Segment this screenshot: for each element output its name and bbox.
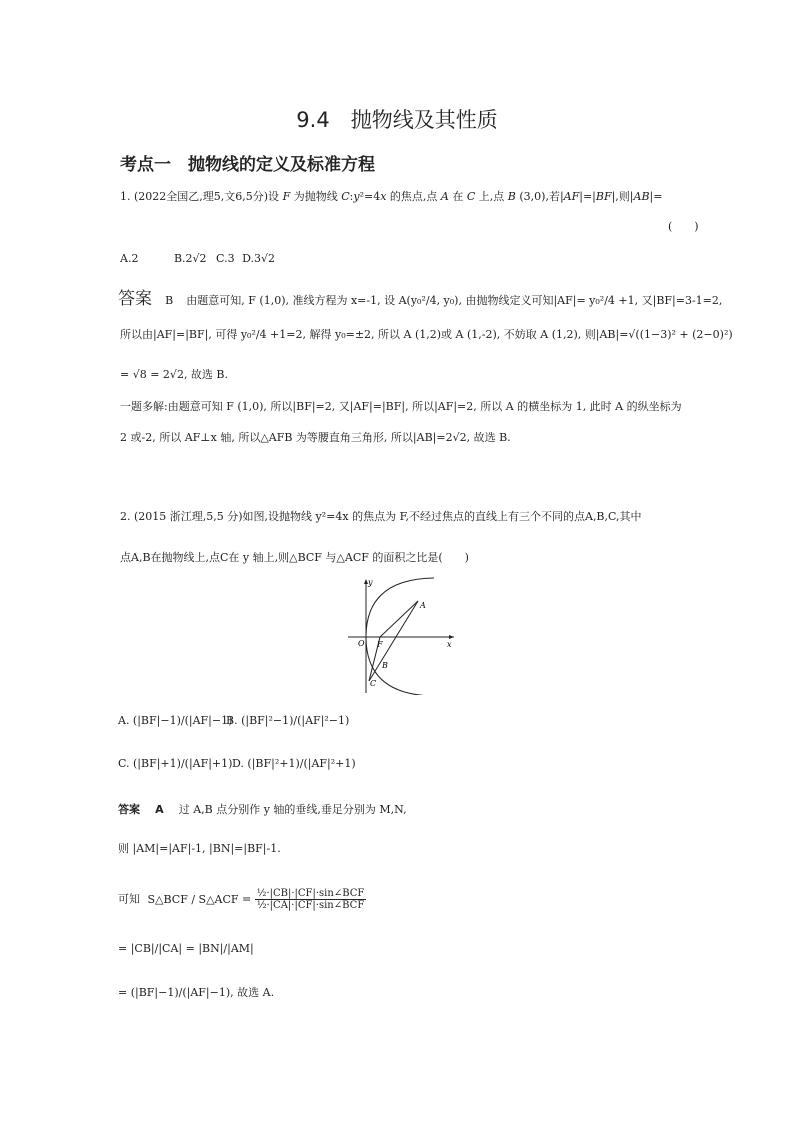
q1-option-c[interactable]: C.3 <box>216 252 235 265</box>
q1-answer-label: 答案 <box>118 289 152 309</box>
q1-answer-line <box>118 284 722 309</box>
q1-alt-solution-line2: 2 或-2, 所以 AF⊥x 轴, 所以△AFB 为等腰直角三角形, 所以|AB|=2√2, 故选 B. <box>120 431 511 444</box>
q1-alt-solution-line1: 一题多解:由题意可知 F (1,0), 所以|BF|=2, 又|AF|=|BF|, 所以|AF|=2, 所以 A 的横坐标为 1, 此时 A 的纵坐标为 <box>120 400 682 413</box>
q1-option-a[interactable]: A.2 <box>120 252 139 265</box>
label-F: F <box>377 640 383 649</box>
label-O: O <box>358 639 365 648</box>
q1-answer-letter: B <box>165 294 174 307</box>
q1-solution-line1: 由题意可知, F (1,0), 准线方程为 x=-1, 设 A(y₀²/4, y₀), 由抛物线定义可知|AF|= y₀²/4 +1, 又|BF|=3-1=2, <box>186 294 723 307</box>
q2-ratio-lhs: S△BCF / S△ACF <box>147 892 239 906</box>
q2-stem-line1: 2. (2015 浙江理,5,5 分)如图,设抛物线 y²=4x 的焦点为 F,不经过焦点的直线上有三个不同的点A,B,C,其中 <box>120 510 642 523</box>
q2-stem-line2: 点A,B在抛物线上,点C在 y 轴上,则△BCF 与△ACF 的面积之比是( ) <box>120 551 469 564</box>
parabola-figure <box>340 575 460 695</box>
q2-ratio-line: 可知 S△BCF / S△ACF = $\frac{\text{½·|CB|·|CF|·sin∠BCF}}{\text{½·|CA|·|CF|·sin∠BCF}}$ <box>118 888 365 911</box>
q1-option-b[interactable]: B.2√2 <box>173 252 207 265</box>
q1-option-d[interactable]: D.3√2 <box>242 252 276 265</box>
q1-solution-line3: = √8 = 2√2, 故选 B. <box>120 368 229 381</box>
label-A: A <box>420 601 426 610</box>
q2-option-d[interactable]: D. (|BF|²+1)/(|AF|²+1) <box>232 757 356 770</box>
label-B: B <box>382 661 388 670</box>
x-axis-arrow <box>449 635 454 639</box>
q2-answer-letter: A <box>155 803 164 816</box>
label-C: C <box>370 679 377 688</box>
page-title: 9.4 抛物线及其性质 <box>296 108 498 132</box>
q1-options <box>120 252 275 265</box>
q2-option-a[interactable]: A. (|BF|−1)/(|AF|−1) <box>118 714 233 727</box>
label-x: x <box>447 640 452 649</box>
q2-option-b[interactable]: B. (|BF|²−1)/(|AF|²−1) <box>226 714 350 727</box>
q2-ratio-denominator: ½·|CA|·|CF|·sin∠BCF <box>256 900 365 911</box>
section-heading: 考点一 抛物线的定义及标准方程 <box>120 155 375 175</box>
q2-solution-line2: 则 |AM|=|AF|-1, |BN|=|BF|-1. <box>118 842 281 855</box>
q2-answer-line <box>118 798 407 817</box>
label-y: y <box>368 578 373 587</box>
q2-option-c[interactable]: C. (|BF|+1)/(|AF|+1) <box>118 757 233 770</box>
q2-ratio-prefix: 可知 <box>118 892 140 906</box>
q1-answer-paren: ( ) <box>668 220 699 233</box>
q2-solution-step3: = (|BF|−1)/(|AF|−1), 故选 A. <box>118 986 275 999</box>
q2-solution-line1: 过 A,B 点分别作 y 轴的垂线,垂足分别为 M,N, <box>178 803 407 816</box>
q2-solution-step2: = |CB|/|CA| = |BN|/|AM| <box>118 942 254 955</box>
q2-answer-label: 答案 <box>118 803 140 816</box>
q1-stem: 1. (2022全国乙,理5,文6,5分)设 F 为抛物线 C:y²=4x 的焦点,点 A 在 C 上,点 B (3,0),若|AF|=|BF|,则|AB|= <box>120 190 663 203</box>
q1-solution-line2: 所以由|AF|=|BF|, 可得 y₀²/4 +1=2, 解得 y₀=±2, 所以 A (1,2)或 A (1,-2), 不妨取 A (1,2), 则|AB|=√((1−3)² + (2−0)²) <box>120 328 733 341</box>
q2-ratio-fraction <box>255 888 367 911</box>
q2-ratio-numerator: ½·|CB|·|CF|·sin∠BCF <box>256 888 365 899</box>
